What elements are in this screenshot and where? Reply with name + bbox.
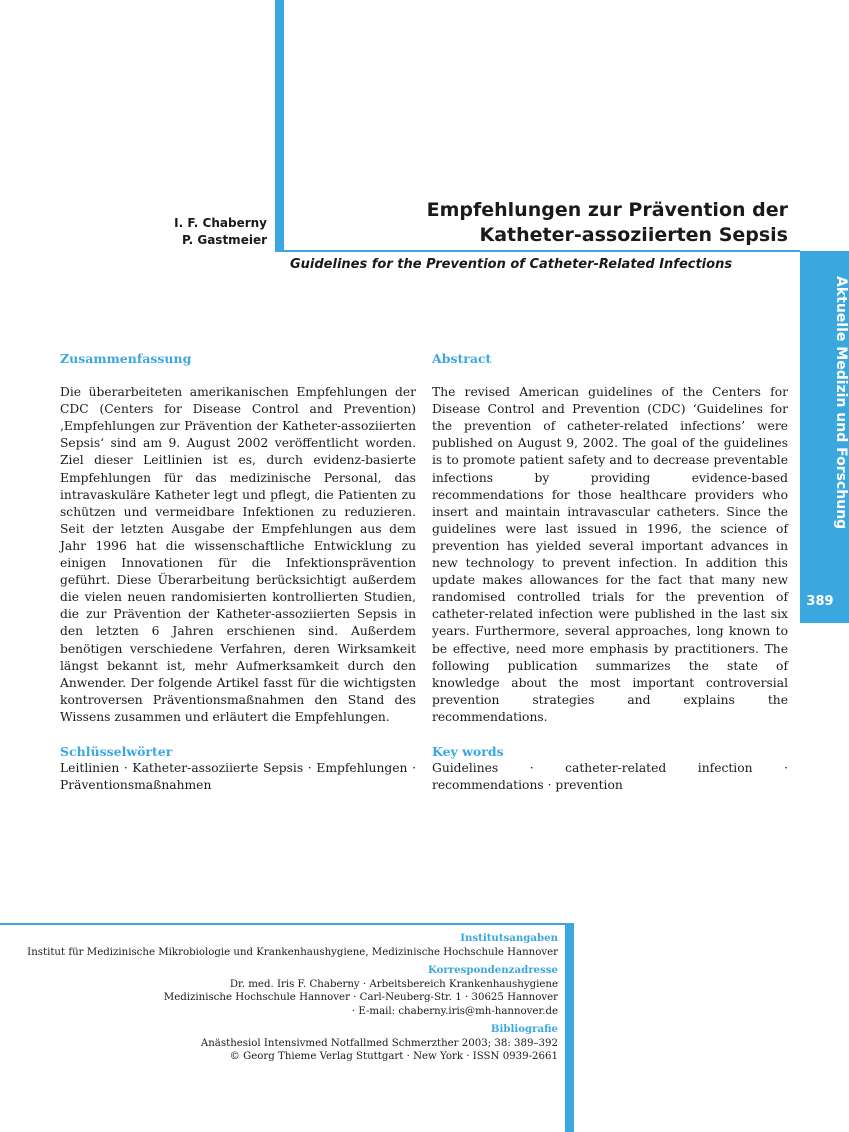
- footer-accent-bar: [565, 923, 574, 1132]
- author-name: I. F. Chaberny: [174, 216, 267, 230]
- bibliography-line: © Georg Thieme Verlag Stuttgart · New York · ISSN 0939-2661: [229, 1051, 558, 1062]
- title-line: Empfehlungen zur Prävention der: [426, 199, 788, 221]
- title-line: Katheter-assoziierten Sepsis: [479, 224, 788, 246]
- keywords-heading: Key words: [432, 743, 504, 759]
- bibliography-heading: Bibliografie: [490, 1023, 558, 1035]
- article-subtitle: Guidelines for the Prevention of Catheter-Related Infections: [290, 257, 733, 272]
- abstract-heading: Abstract: [432, 351, 492, 366]
- english-abstract-column: [432, 350, 788, 794]
- page-number: 389: [806, 594, 834, 609]
- author-name: P. Gastmeier: [182, 233, 267, 247]
- abstract-text: The revised American guidelines of the Centers for Disease Control and Prevention (CDC) ‘Guidelines for the prevention of catheter-related infections’ were published on August 9, 2002. The goal of the guidelines is to promote patient safety and to decrease preventable infections by providing evidence-based recommendations for those healthcare providers who insert and maintain intravascular catheters. Since the guidelines were last issued in 1996, the science of prevention has yielded several important advances in new technology to prevent infection. In addition this update makes allowances for the fact that many new randomised controlled trials for the prevention of catheter-related infection were published in the last six years. Furthermore, several approaches, long known to be effective, need more emphasis by practitioners. The following publication summarizes the state of knowledge about the most important controversial prevention strategies and explains the recommendations.: [432, 385, 788, 724]
- correspondence-email[interactable]: · E-mail: chaberny.iris@mh-hannover.de: [351, 1005, 558, 1017]
- keywords-text: Guidelines · catheter-related infection · recommendations · prevention: [432, 761, 788, 793]
- footer-info: [27, 932, 558, 1064]
- header-rule: [275, 250, 800, 252]
- header-accent-bar: [275, 0, 284, 251]
- section-label: Aktuelle Medizin und Forschung: [833, 276, 849, 530]
- schluesselwoerter-heading: Schlüsselwörter: [60, 743, 173, 759]
- bibliography-line: Anästhesiol Intensivmed Notfallmed Schmerzther 2003; 38: 389–392: [200, 1037, 558, 1049]
- schluesselwoerter-text: Leitlinien · Katheter-assoziierte Sepsis · Empfehlungen · Präventionsmaßnahmen: [60, 761, 416, 793]
- institution-text: Institut für Medizinische Mikrobiologie und Krankenhaushygiene, Medizinische Hochschule Hannover: [27, 946, 558, 958]
- correspondence-heading: Korrespondenzadresse: [427, 964, 558, 976]
- article-title: [427, 198, 788, 248]
- footer-rule: [0, 923, 566, 925]
- institution-heading: Institutsangaben: [460, 932, 558, 944]
- correspondence-line: Medizinische Hochschule Hannover · Carl-Neuberg-Str. 1 · 30625 Hannover: [163, 992, 558, 1003]
- correspondence-line: Dr. med. Iris F. Chaberny · Arbeitsbereich Krankenhaushygiene: [229, 978, 558, 990]
- authors: [174, 215, 267, 249]
- zusammenfassung-text: Die überarbeiteten amerikanischen Empfehlungen der CDC (Centers for Disease Control and Prevention) ‚Empfehlungen zur Prävention der Katheter-assoziierten Sepsis‘ sind am 9. August 2002 veröffentlicht worden. Ziel dieser Leitlinien ist es, durch evidenz-basierte Empfehlungen für das medizinische Personal, das intravaskuläre Katheter legt und pflegt, die Patienten zu schützen und vermeidbare Infektionen zu reduzieren. Seit der letzten Ausgabe der Empfehlungen aus dem Jahr 1996 hat die wissenschaftliche Entwicklung zu einigen Innovationen für die Infektionsprävention geführt. Diese Überarbeitung berücksichtigt außerdem die vielen neuen randomisierten kontrollierten Studien, die zur Prävention der Katheter-assoziierten Sepsis in den letzten 6 Jahren erschienen sind. Außerdem benötigen verschiedene Verfahren, deren Wirksamkeit längst bekannt ist, mehr Aufmerksamkeit durch den Anwender. Der folgende Artikel fasst für die wichtigsten kontroversen Präventionsmaßnahmen den Stand des Wissens zusammen und erläutert die Empfehlungen.: [60, 385, 416, 724]
- german-abstract-column: [60, 350, 416, 794]
- zusammenfassung-heading: Zusammenfassung: [60, 351, 192, 366]
- section-side-tab: [800, 251, 849, 623]
